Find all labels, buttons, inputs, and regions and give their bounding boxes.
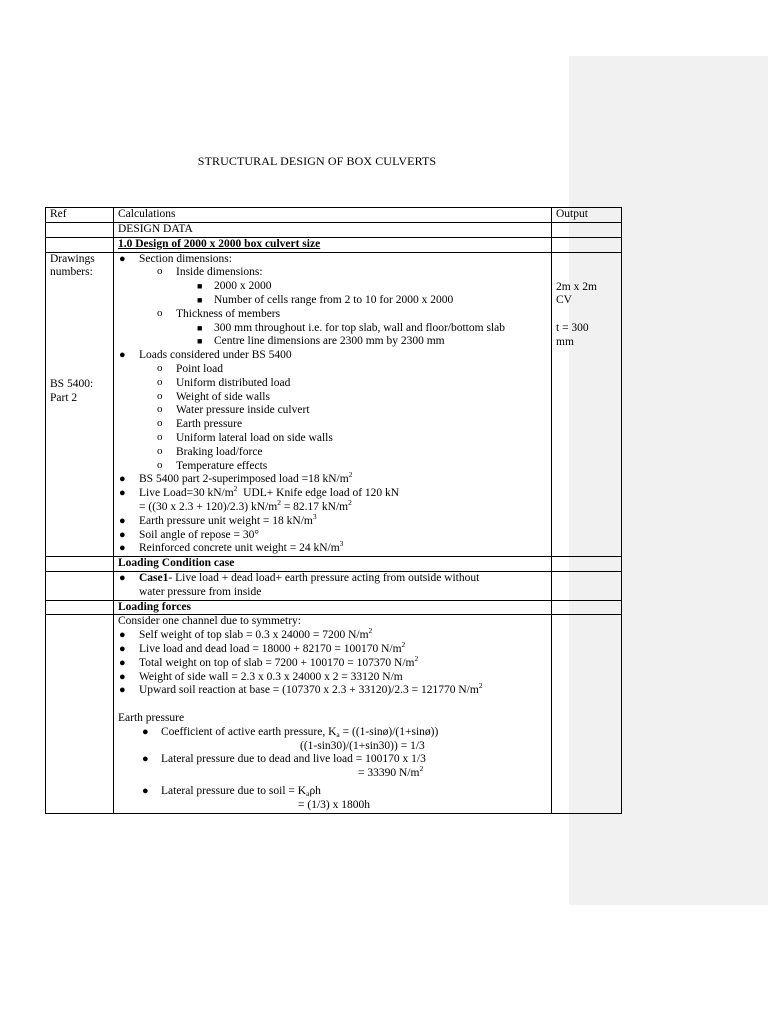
- ref-drawings-line2: numbers:: [50, 266, 93, 279]
- list-item: ● Section dimensions:: [119, 252, 232, 265]
- bullet-icon: ●: [119, 656, 126, 669]
- loading-condition-heading: Loading Condition case: [118, 557, 235, 570]
- loading-condition-row: [46, 557, 622, 572]
- loading-forces-body-row: [46, 615, 622, 813]
- bullet-icon: ●: [119, 670, 126, 683]
- bullet-icon: ●: [119, 528, 126, 541]
- circle-bullet-icon: o: [157, 417, 163, 430]
- bullet-icon: ●: [142, 753, 149, 766]
- design-data-row: [46, 223, 622, 238]
- loading-forces-row: [46, 600, 622, 615]
- list-item-continuation: = ((30 x 2.3 + 120)/2.3) $kN/m^2 = 82.17$ $kN/m^2$: [139, 497, 352, 513]
- bullet-icon: ●: [119, 684, 126, 697]
- bullet-icon: ●: [119, 571, 126, 584]
- calculations-cell: [114, 252, 552, 557]
- section-heading: 1.0 Design of 2000 x 2000 box culvert size: [118, 237, 321, 250]
- list-item: ● Loads considered under BS 5400: [119, 349, 292, 362]
- bullet-icon: ●: [119, 473, 126, 486]
- design-data-body-row: [46, 252, 622, 557]
- list-item: o Point load: [157, 361, 223, 375]
- bullet-icon: ●: [142, 725, 149, 738]
- earth-pressure-label: Earth pressure: [118, 712, 185, 725]
- table-header-row: [46, 208, 622, 223]
- list-item-continuation: water pressure from inside: [139, 585, 262, 598]
- calculation-table: [45, 207, 622, 814]
- list-item: ● Case1- Live load + dead load+ earth pressure acting from outside without: [119, 571, 480, 584]
- consider-text: Consider one channel due to symmetry:: [118, 615, 302, 628]
- list-item: ● BS 5400 part 2-superimposed load =18 $kN/m^2$: [119, 470, 353, 486]
- bullet-icon: ●: [119, 349, 126, 362]
- ref-cell: [46, 252, 114, 557]
- list-item: o Uniform distributed load: [157, 375, 291, 389]
- list-item: o Temperature effects: [157, 458, 268, 472]
- bullet-icon: ●: [119, 252, 126, 265]
- list-item: ● Live load and dead load = 18000 + 82170 = 100170 $N/m^2$: [119, 639, 406, 655]
- list-item: o Inside dimensions:: [157, 265, 263, 279]
- list-item: o Weight of side walls: [157, 389, 270, 403]
- list-item: ■ Number of cells range from 2 to 10 for 2000 x 2000: [197, 293, 454, 306]
- list-item: o Uniform lateral load on side walls: [157, 430, 333, 444]
- calculations-cell: [114, 615, 552, 813]
- list-item: o Water pressure inside culvert: [157, 403, 310, 417]
- circle-bullet-icon: o: [157, 458, 163, 471]
- square-bullet-icon: ■: [197, 281, 203, 292]
- bullet-icon: ●: [119, 542, 126, 555]
- ref-bs5400-line1: BS 5400:: [50, 378, 94, 391]
- ref-header: Ref: [46, 208, 114, 223]
- output-size-line2: CV: [556, 294, 572, 307]
- bullet-icon: ●: [119, 514, 126, 527]
- list-item: ● Earth pressure unit weight = 18 $kN/m^3$: [119, 511, 317, 527]
- circle-bullet-icon: o: [157, 389, 163, 402]
- list-item: ● Lateral pressure due to soil = $K_a\rho h$: [142, 785, 321, 799]
- circle-bullet-icon: o: [157, 430, 163, 443]
- bullet-icon: ●: [119, 642, 126, 655]
- list-item: ● Coefficient of active earth pressure, $K_a$ = ((1-sinø)/(1+sinø)): [142, 725, 439, 739]
- bullet-icon: ●: [119, 629, 126, 642]
- loading-forces-heading: Loading forces: [118, 600, 191, 613]
- square-bullet-icon: ■: [197, 336, 203, 347]
- calculations-header: Calculations: [114, 208, 552, 223]
- circle-bullet-icon: o: [157, 444, 163, 457]
- output-cell: [552, 252, 622, 557]
- bullet-icon: ●: [142, 785, 149, 798]
- list-item: ● Total weight on top of slab = 7200 + 100170 = 107370 $N/m^2$: [119, 653, 419, 669]
- circle-bullet-icon: o: [157, 306, 163, 319]
- list-item: ■ 2000 x 2000: [197, 280, 272, 293]
- list-item: ● Lateral pressure due to dead and live load = 100170 x 1/3: [142, 753, 426, 766]
- list-item-continuation: = (1/3) x 1800h: [298, 798, 370, 811]
- circle-bullet-icon: o: [157, 361, 163, 374]
- list-item: o Braking load/force: [157, 444, 263, 458]
- bullet-icon: ●: [119, 487, 126, 500]
- list-item: ● Self weight of top slab = 0.3 x 24000 = 7200 $N/m^2$: [119, 626, 373, 642]
- output-thickness-line2: mm: [556, 335, 574, 348]
- list-item: ■ Centre line dimensions are 2300 mm by 2300 mm: [197, 335, 445, 348]
- list-item: ● Live Load=30 $kN/m^2$ UDL+ Knife edge load of 120 kN: [119, 484, 400, 500]
- document-title: STRUCTURAL DESIGN OF BOX CULVERTS: [197, 154, 437, 168]
- list-item: o Thickness of members: [157, 306, 281, 320]
- list-item-continuation: = 33390 $N/m^2$: [358, 764, 424, 780]
- ref-drawings-line1: Drawings: [50, 252, 95, 265]
- circle-bullet-icon: o: [157, 403, 163, 416]
- circle-bullet-icon: o: [157, 375, 163, 388]
- circle-bullet-icon: o: [157, 265, 163, 278]
- square-bullet-icon: ■: [197, 322, 203, 333]
- output-header: Output: [552, 208, 622, 223]
- design-data-label: DESIGN DATA: [114, 223, 552, 238]
- ref-bs5400-line2: Part 2: [50, 391, 78, 404]
- output-thickness-line1: t = 300: [556, 322, 589, 335]
- list-item: ● Soil angle of repose = 30°: [119, 528, 259, 541]
- output-size-line1: 2m x 2m: [556, 280, 597, 293]
- list-item: ● Reinforced concrete unit weight = 24 $kN/m^3$: [119, 539, 344, 555]
- square-bullet-icon: ■: [197, 294, 203, 305]
- list-item: ● Upward soil reaction at base = (107370 x 2.3 + 33120)/2.3 = 121770 $N/m^2$: [119, 681, 483, 697]
- section-heading-row: [46, 237, 622, 252]
- list-item: o Earth pressure: [157, 417, 243, 431]
- list-item: ■ 300 mm throughout i.e. for top slab, wall and floor/bottom slab: [197, 321, 505, 334]
- list-item: ● Weight of side wall = 2.3 x 0.3 x 24000 x 2 = 33120 N/m: [119, 670, 403, 683]
- case1-row: [46, 571, 622, 600]
- list-item-continuation: ((1-sin30)/(1+sin30)) = 1/3: [300, 739, 425, 752]
